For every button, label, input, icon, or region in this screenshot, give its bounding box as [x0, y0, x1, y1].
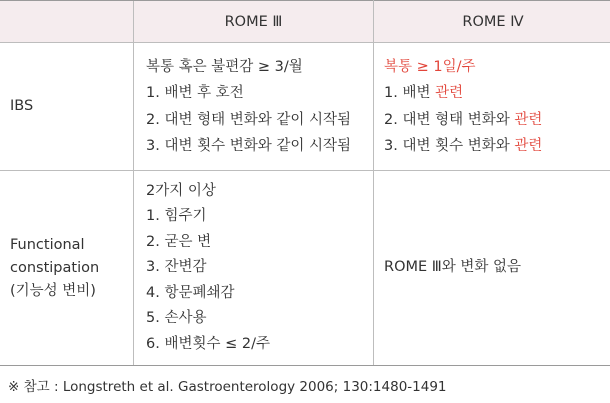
- highlight-text: 관련: [435, 85, 464, 101]
- row-label-ibs: IBS: [0, 43, 134, 171]
- ibs-rome3-line: 복통 혹은 불편감 ≥ 3/월: [146, 58, 303, 75]
- header-rome3: ROME Ⅲ: [134, 1, 374, 43]
- ibs-rome3-line: 2. 대변 형태 변화와 같이 시작됨: [146, 111, 351, 128]
- row-label-line: constipation: [10, 259, 100, 276]
- ibs-rome4-line: [384, 80, 610, 107]
- table-row-constipation: [0, 171, 610, 366]
- plain-text: 2. 대변 형태 변화와: [384, 111, 515, 128]
- constipation-rome3-line: 3. 잔변감: [146, 259, 207, 276]
- row-label-constipation: [0, 171, 134, 366]
- table-row-ibs: [0, 43, 610, 171]
- ibs-rome4-cell: [374, 43, 610, 171]
- constipation-rome3-line: 6. 배변횟수 ≤ 2/주: [146, 335, 270, 352]
- row-label-line: Functional: [10, 236, 85, 253]
- highlight-text: 복통 ≥ 1일/주: [384, 58, 476, 75]
- header-rome4: ROME Ⅳ: [374, 1, 610, 43]
- constipation-rome3-cell: [134, 171, 374, 366]
- highlight-text: 관련: [514, 111, 543, 128]
- reference-footnote: ※ 참고 : Longstreth et al. Gastroenterology 2006; 130:1480-1491: [8, 379, 447, 395]
- ibs-rome3-line: 3. 대변 횟수 변화와 같이 시작됨: [146, 138, 351, 154]
- plain-text: 3. 대변 횟수 변화와: [384, 138, 515, 154]
- constipation-rome4-cell: ROME Ⅲ와 변화 없음: [374, 171, 610, 366]
- highlight-text: 관련: [514, 138, 543, 154]
- ibs-rome4-line: [384, 54, 610, 81]
- constipation-rome3-line: 4. 항문폐쇄감: [146, 284, 235, 301]
- constipation-rome3-line: 5. 손사용: [146, 310, 207, 327]
- header-row: [0, 1, 610, 43]
- ibs-rome3-line: 1. 배변 후 호전: [146, 85, 244, 101]
- constipation-rome3-line: 2가지 이상: [146, 182, 216, 199]
- header-empty-cell: [0, 1, 134, 43]
- constipation-rome3-line: 2. 굳은 변: [146, 233, 212, 250]
- plain-text: 1. 배변: [384, 85, 436, 101]
- ibs-rome3-cell: [134, 43, 374, 171]
- ibs-rome4-line: [384, 107, 610, 134]
- row-label-line: (기능성 변비): [10, 282, 96, 299]
- ibs-rome4-line: [384, 133, 610, 160]
- constipation-rome3-line: 1. 힘주기: [146, 208, 207, 225]
